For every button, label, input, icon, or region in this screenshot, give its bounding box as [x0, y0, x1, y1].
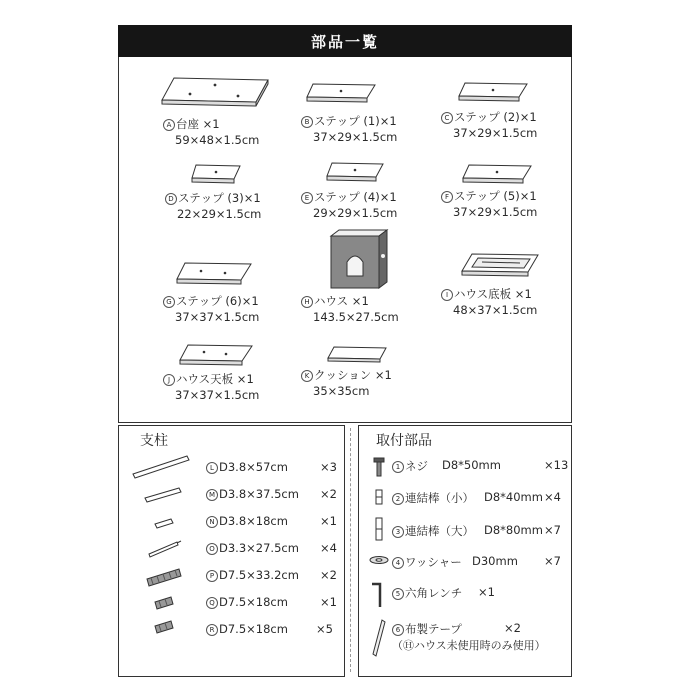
hardware-row — [392, 490, 561, 506]
post-row — [206, 595, 337, 609]
hardware-title: 取付部品 — [376, 433, 432, 449]
post-marker: Q — [206, 597, 218, 609]
hardware-illustrations — [366, 452, 392, 662]
hex-wrench-icon — [372, 584, 380, 607]
part-k-name: クッション ×1 — [314, 368, 392, 382]
part-b-marker: B — [301, 116, 313, 128]
part-k-dim: 35×35cm — [313, 384, 370, 398]
post-o-icon — [149, 541, 181, 557]
part-d-dim: 22×29×1.5cm — [177, 207, 262, 221]
hardware-marker: 6 — [392, 624, 404, 636]
small-dowel-icon — [376, 490, 382, 504]
post-qty: ×1 — [320, 514, 337, 528]
part-j-marker: J — [163, 374, 175, 386]
post-illustrations — [125, 450, 195, 635]
part-a-dim: 59×48×1.5cm — [175, 133, 260, 147]
page-title: 部品一覧 — [310, 32, 379, 51]
large-dowel-icon — [376, 518, 382, 540]
part-j-label — [163, 371, 259, 403]
posts-title: 支柱 — [140, 433, 168, 449]
part-d-illustration — [190, 163, 242, 187]
hardware-name: 連結棒（小） — [405, 491, 474, 505]
part-a-label — [163, 116, 259, 148]
part-h-illustration — [325, 228, 391, 292]
part-k-illustration — [326, 345, 388, 367]
hardware-note: （Ⓗハウス未使用時のみ使用） — [392, 639, 546, 652]
post-row — [206, 514, 337, 528]
post-qty: ×2 — [320, 568, 337, 582]
hardware-name: 六角レンチ — [405, 586, 463, 600]
part-c-name: ステップ (2)×1 — [454, 110, 537, 124]
part-k-marker: K — [301, 370, 313, 382]
part-k-label — [301, 367, 392, 399]
part-h-label — [301, 293, 399, 325]
part-g-marker: G — [163, 296, 175, 308]
hardware-marker: 2 — [392, 493, 404, 505]
part-f-label — [441, 188, 537, 220]
hardware-spec: D8*40mm — [484, 490, 543, 504]
hardware-row — [392, 621, 521, 637]
part-b-name: ステップ (1)×1 — [314, 114, 397, 128]
post-spec: D3.8×37.5cm — [219, 487, 299, 501]
part-f-name: ステップ (5)×1 — [454, 189, 537, 203]
part-g-dim: 37×37×1.5cm — [175, 310, 260, 324]
hardware-row — [392, 585, 495, 601]
hardware-spec: D8*50mm — [442, 458, 501, 472]
part-a-marker: A — [163, 119, 175, 131]
hardware-spec: D8*80mm — [484, 523, 543, 537]
post-row — [206, 487, 337, 501]
part-c-label — [441, 109, 537, 141]
part-e-illustration — [325, 161, 385, 185]
part-a-illustration — [160, 76, 270, 112]
post-spec: D7.5×18cm — [219, 595, 288, 609]
post-l-icon — [133, 456, 189, 478]
part-e-label — [301, 189, 397, 221]
screw-icon — [374, 458, 384, 476]
post-spec: D7.5×18cm — [219, 622, 288, 636]
fabric-tape-icon — [373, 620, 385, 656]
hardware-name: 布製テープ — [405, 622, 462, 636]
part-f-illustration — [461, 163, 533, 187]
post-spec: D3.3×27.5cm — [219, 541, 299, 555]
part-c-marker: C — [441, 112, 453, 124]
part-d-name: ステップ (3)×1 — [178, 191, 261, 205]
post-qty: ×4 — [320, 541, 337, 555]
part-i-dim: 48×37×1.5cm — [453, 303, 538, 317]
hardware-name: ネジ — [405, 459, 428, 473]
hardware-qty: ×7 — [544, 554, 561, 568]
part-f-marker: F — [441, 191, 453, 203]
part-j-dim: 37×37×1.5cm — [175, 388, 260, 402]
post-qty: ×2 — [320, 487, 337, 501]
hardware-marker: 3 — [392, 526, 404, 538]
part-g-label — [163, 293, 259, 325]
part-b-label — [301, 113, 397, 145]
part-j-illustration — [178, 343, 254, 371]
post-row — [206, 541, 337, 555]
post-marker: M — [206, 489, 218, 501]
post-r-icon — [155, 621, 173, 633]
part-h-dim: 143.5×27.5cm — [313, 310, 399, 324]
part-d-marker: D — [165, 193, 177, 205]
part-j-name: ハウス天板 ×1 — [176, 372, 254, 386]
hardware-qty: ×1 — [478, 585, 495, 599]
part-i-name: ハウス底板 ×1 — [454, 287, 532, 301]
hardware-qty: ×2 — [504, 621, 521, 635]
hardware-qty: ×4 — [544, 490, 561, 504]
part-g-name: ステップ (6)×1 — [176, 294, 259, 308]
hardware-marker: 4 — [392, 557, 404, 569]
post-p-icon — [147, 569, 181, 586]
part-h-name: ハウス ×1 — [314, 294, 369, 308]
post-spec: D7.5×33.2cm — [219, 568, 299, 582]
hardware-name: ワッシャー — [405, 555, 462, 569]
hardware-marker: 1 — [392, 461, 404, 473]
post-qty: ×3 — [320, 460, 337, 474]
part-h-marker: H — [301, 296, 313, 308]
part-d-label — [165, 190, 261, 222]
post-row — [206, 622, 333, 636]
post-marker: O — [206, 543, 218, 555]
parts-list-header — [118, 25, 572, 57]
part-b-illustration — [305, 82, 377, 106]
part-c-illustration — [457, 81, 529, 105]
post-row — [206, 460, 337, 474]
post-spec: D3.8×57cm — [219, 460, 288, 474]
part-f-dim: 37×29×1.5cm — [453, 205, 538, 219]
post-spec: D3.8×18cm — [219, 514, 288, 528]
hardware-marker: 5 — [392, 588, 404, 600]
washer-icon — [370, 557, 388, 564]
post-qty: ×5 — [316, 622, 333, 636]
post-marker: R — [206, 624, 218, 636]
part-c-dim: 37×29×1.5cm — [453, 126, 538, 140]
hardware-spec: D30mm — [472, 554, 518, 568]
part-g-illustration — [175, 261, 253, 289]
post-n-icon — [155, 519, 173, 528]
part-e-name: ステップ (4)×1 — [314, 190, 397, 204]
post-marker: P — [206, 570, 218, 582]
hardware-row — [392, 523, 561, 539]
post-row — [206, 568, 337, 582]
post-marker: N — [206, 516, 218, 528]
part-b-dim: 37×29×1.5cm — [313, 130, 398, 144]
post-qty: ×1 — [320, 595, 337, 609]
part-i-marker: I — [441, 289, 453, 301]
hardware-qty: ×13 — [544, 458, 569, 472]
part-i-illustration — [460, 252, 540, 282]
part-e-marker: E — [301, 192, 313, 204]
part-i-label — [441, 286, 537, 318]
hardware-qty: ×7 — [544, 523, 561, 537]
hardware-row — [392, 458, 569, 474]
part-a-name: 台座 ×1 — [176, 117, 220, 131]
part-e-dim: 29×29×1.5cm — [313, 206, 398, 220]
post-q-icon — [155, 597, 173, 609]
divider — [350, 428, 351, 672]
hardware-row — [392, 554, 561, 570]
post-m-icon — [145, 488, 181, 502]
post-marker: L — [206, 462, 218, 474]
hardware-name: 連結棒（大） — [405, 524, 474, 538]
